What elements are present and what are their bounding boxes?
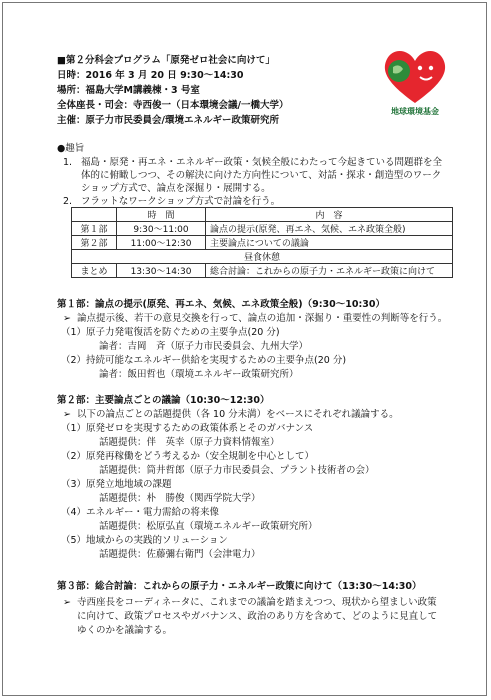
item-title: 地域からの実践的ソリューション (86, 535, 228, 546)
program-datetime: 日時：2016 年 3 月 20 日 9:30～14:30 (57, 70, 244, 81)
table-cell-break: 昼食休憩 (72, 250, 453, 264)
item-number: （2） (61, 355, 87, 366)
part2-item-5-speaker: 話題提供：佐藤彌右衛門（会津電力） (99, 549, 261, 560)
item-number: （1） (61, 423, 87, 434)
item-title: 原発再稼働をどう考えるか（安全規制を中心として） (86, 451, 315, 462)
purpose-item-text: ショップ方式で、論点を深掘り・展開する。 (81, 183, 271, 194)
document-page (2, 2, 487, 696)
item-title: 持続可能なエネルギー供給を実現するための主要争点(20 分) (86, 355, 347, 366)
part1-heading: 第１部：論点の提示(原発、再エネ、気候、エネ政策全般)（9:30～10:30） (57, 299, 385, 310)
table-cell: 第１部 (72, 222, 117, 236)
schedule-table (71, 207, 453, 278)
part2-item-2-speaker: 話題提供：筒井哲郎（原子力市民委員会、プラント技術者の会） (99, 465, 375, 476)
item-number: （5） (61, 535, 87, 546)
part3-text: ゆくのかを議論する。 (77, 625, 173, 636)
table-header-cell (72, 208, 117, 222)
part3-heading: 第３部：総合討論：これからの原子力・エネルギー政策に向けて（13:30～14:30） (57, 581, 422, 592)
part3-bullet (63, 597, 437, 609)
table-cell: 論点の提示(原発、再エネ、気候、エネ政策全般) (206, 222, 453, 236)
table-cell: 総合討論：これからの原子力・エネルギー政策に向けて (206, 264, 453, 278)
item-title: エネルギー・電力需給の将来像 (86, 507, 220, 518)
part2-bullet (63, 409, 399, 421)
part2-item-4 (61, 507, 219, 519)
purpose-item-number: 1. (63, 157, 73, 168)
table-header-cell: 内 容 (206, 208, 453, 222)
program-title: ■第２分科会プログラム「原発ゼロ社会に向けて」 (57, 55, 275, 66)
triangle-bullet-icon: ➢ (63, 313, 71, 324)
program-chair: 全体座長・司会：寺西俊一（日本環境会議/一橋大学） (57, 100, 289, 111)
item-title: 原子力発電復活を防ぐための主要争点(20 分) (86, 327, 280, 338)
part3-text: 寺西座長をコーディネータに、これまでの議論を踏まえつつ、現状から望ましい政策 (77, 597, 437, 608)
table-cell: 主要論点についての議論 (206, 236, 453, 250)
table-row (72, 250, 453, 264)
part2-item-1 (61, 423, 313, 435)
table-cell: 9:30～11:00 (117, 222, 206, 236)
part3-text: に向けて、政策プロセスやガバナンス、政治のあり方を含めて、どのように見直して (77, 611, 438, 622)
part2-item-3-speaker: 話題提供：朴 勝俊（関西学院大学） (99, 493, 261, 504)
chikyu-kankyo-kikin-logo (377, 41, 453, 117)
table-header-cell: 時 間 (117, 208, 206, 222)
purpose-item-text: 福島・原発・再エネ・エネルギー政策・気候全般にわたって今起きている問題群を全 (81, 157, 443, 168)
item-number: （3） (61, 479, 87, 490)
item-number: （2） (61, 451, 87, 462)
purpose-item-number: 2. (63, 196, 73, 207)
table-row (72, 264, 453, 278)
part1-item-2 (61, 355, 346, 367)
part2-item-1-speaker: 話題提供：伴 英幸（原子力資料情報室） (99, 437, 280, 448)
item-title: 原発立地地域の課題 (86, 479, 172, 490)
program-organizer: 主催：原子力市民委員会/環境エネルギー政策研究所 (57, 115, 279, 126)
table-cell: まとめ (72, 264, 117, 278)
part2-item-3 (61, 479, 172, 491)
part1-item-2-speaker: 論者：飯田哲也（環境エネルギー政策研究所） (99, 369, 299, 380)
purpose-item-text: フラットなワークショップ方式で討論を行う。 (81, 196, 281, 207)
table-header-row (72, 208, 453, 222)
item-number: （1） (61, 327, 87, 338)
table-cell: 11:00～12:30 (117, 236, 206, 250)
purpose-item-text: 体的に俯瞰しつつ、その解決に向けた方向性について、対話・探求・創造型のワーク (81, 170, 442, 181)
part1-bullet-text: 論点提示後、若干の意見交換を行って、論点の追加・深掘り・重要性の判断等を行う。 (77, 313, 448, 324)
part1-bullet (63, 313, 447, 325)
item-title: 原発ゼロを実現するための政策体系とそのガバナンス (86, 423, 314, 434)
program-venue: 場所：福島大学M講義棟・3 号室 (57, 85, 200, 96)
item-number: （4） (61, 507, 87, 518)
triangle-bullet-icon: ➢ (63, 409, 71, 420)
part2-bullet-text: 以下の論点ごとの話題提供（各 10 分未満）をベースにそれぞれ議論する。 (77, 409, 399, 420)
purpose-heading: ●趣旨 (57, 143, 85, 154)
purpose-item-1 (63, 157, 442, 169)
table-row (72, 236, 453, 250)
part2-item-4-speaker: 話題提供：松原弘直（環境エネルギー政策研究所） (99, 521, 318, 532)
part2-item-2 (61, 451, 314, 463)
part2-heading: 第２部：主要論点ごとの議論（10:30～12:30） (57, 395, 270, 406)
part1-item-1 (61, 327, 280, 339)
table-cell: 13:30～14:30 (117, 264, 206, 278)
logo-text: 地球環境基金 (391, 107, 439, 116)
triangle-bullet-icon: ➢ (63, 597, 71, 608)
table-cell: 第２部 (72, 236, 117, 250)
table-row (72, 222, 453, 236)
part1-item-1-speaker: 論者：吉岡 斉（原子力市民委員会、九州大学） (99, 341, 309, 352)
part2-item-5 (61, 535, 228, 547)
